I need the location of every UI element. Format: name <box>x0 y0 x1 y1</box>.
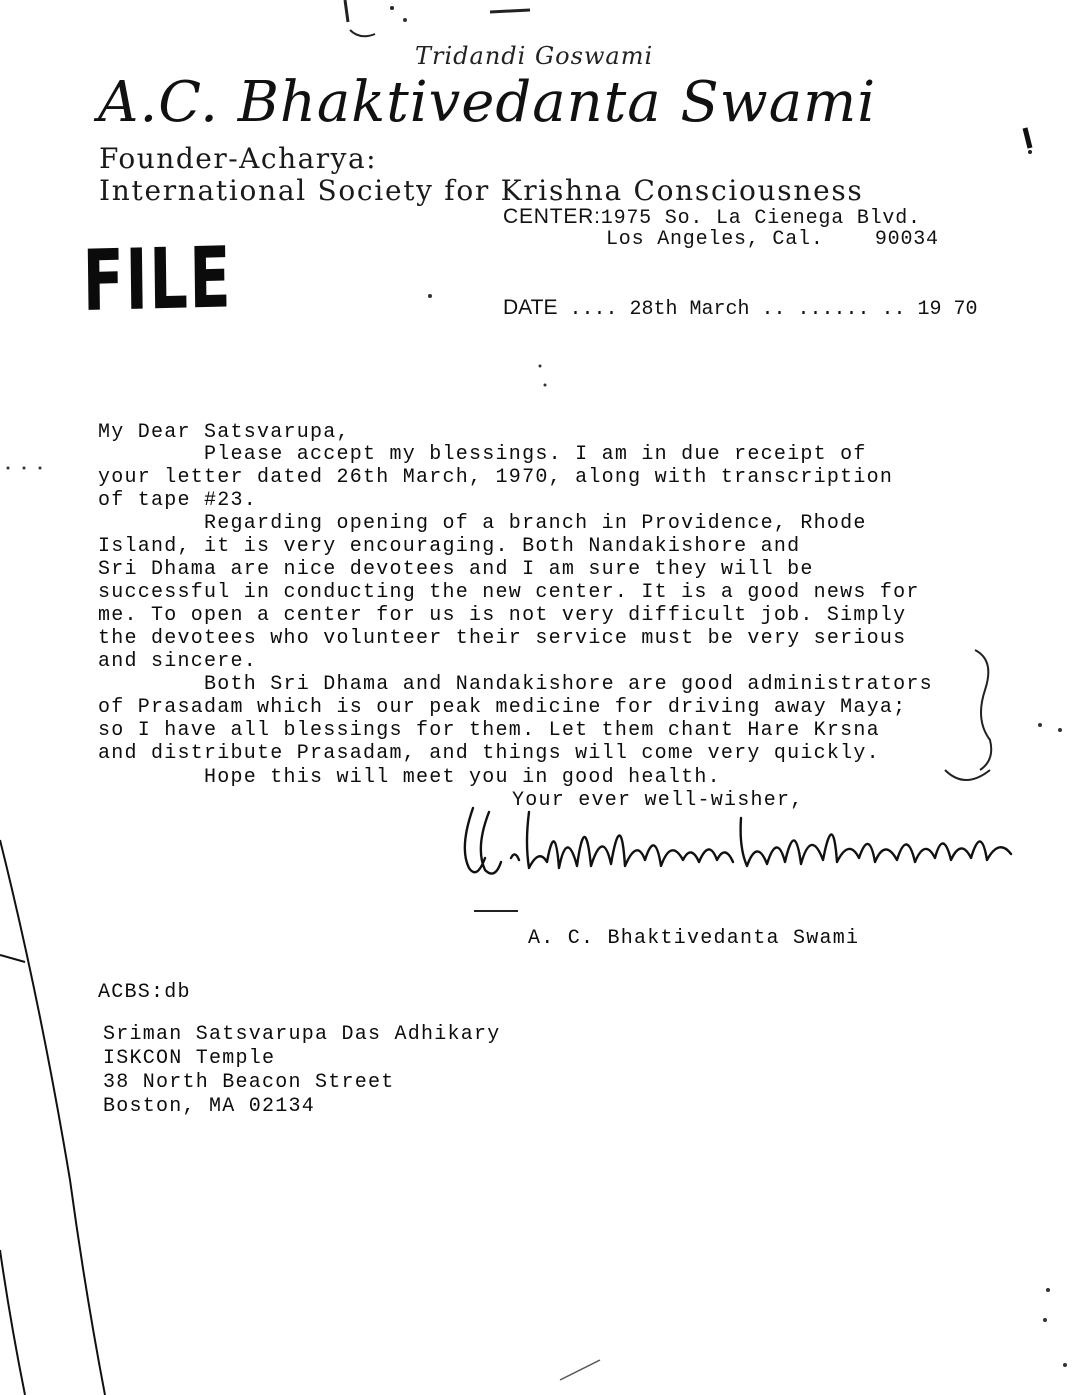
body-line: me. To open a center for us is not very difficult job. Simply <box>98 604 907 627</box>
body-line: Both Sri Dhama and Nandakishore are good administrators <box>98 673 933 696</box>
signature-dash <box>474 910 518 912</box>
letterhead-center <box>503 205 921 230</box>
body-line: your letter dated 26th March, 1970, along with transcription <box>98 466 894 489</box>
body-line: Hope this will meet you in good health. <box>98 766 721 789</box>
body-line: Sri Dhama are nice devotees and I am sure they will be <box>98 558 814 581</box>
letterhead-organization: International Society for Krishna Consciousness <box>99 174 864 207</box>
salutation: My Dear Satsvarupa, <box>98 421 350 444</box>
body-line: of tape #23. <box>98 489 258 512</box>
date-value: .... 28th March .. ...... .. 19 70 <box>569 298 978 321</box>
body-line: the devotees who volunteer their service must be very serious <box>98 627 907 650</box>
body-line: of Prasadam which is our peak medicine for driving away Maya; <box>98 696 907 719</box>
letterhead-title-small: Tridandi Goswami <box>415 42 654 70</box>
date-row <box>503 296 978 321</box>
address-line: Sriman Satsvarupa Das Adhikary <box>103 1023 501 1046</box>
letterhead-role: Founder-Acharya: <box>99 142 378 175</box>
body-line: Regarding opening of a branch in Providence, Rhode <box>98 512 867 535</box>
letterhead-city: Los Angeles, Cal. 90034 <box>606 228 939 251</box>
center-address: 1975 So. La Cienega Blvd. <box>600 207 921 230</box>
signature-name: A. C. Bhaktivedanta Swami <box>528 927 860 950</box>
address-line: 38 North Beacon Street <box>103 1071 395 1094</box>
file-stamp: FILE <box>82 228 233 330</box>
handwritten-signature-graphic <box>455 788 1025 888</box>
body-line: and sincere. <box>98 650 258 673</box>
address-line: Boston, MA 02134 <box>103 1095 316 1118</box>
letterhead-title: A.C. Bhaktivedanta Swami <box>98 70 877 135</box>
body-line: Island, it is very encouraging. Both Nandakishore and <box>98 535 801 558</box>
date-label: DATE <box>503 296 558 319</box>
center-label: CENTER: <box>503 205 601 228</box>
initials: ACBS:db <box>98 981 191 1004</box>
body-line: successful in conducting the new center. It is a good news for <box>98 581 920 604</box>
closing: Your ever well-wisher, <box>512 789 804 812</box>
body-line: and distribute Prasadam, and things will come very quickly. <box>98 742 880 765</box>
address-line: ISKCON Temple <box>103 1047 276 1070</box>
body-line: so I have all blessings for them. Let them chant Hare Krsna <box>98 719 880 742</box>
body-line: Please accept my blessings. I am in due receipt of <box>98 443 867 466</box>
